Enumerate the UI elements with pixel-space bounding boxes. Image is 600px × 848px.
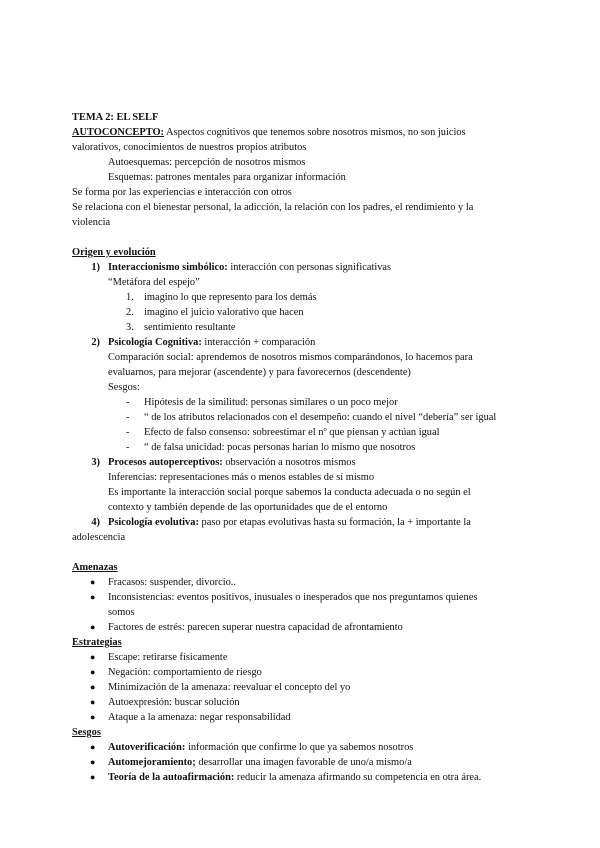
amenaza-item-2-cont: somos	[108, 607, 135, 618]
bullet-icon: ●	[90, 577, 96, 587]
origen-item-3-num: 3)	[91, 457, 100, 468]
dash-marker: -	[126, 412, 130, 423]
autoconcepto-label: AUTOCONCEPTO:	[72, 127, 164, 138]
importante-line: Es importante la interacción social porque sabemos la conducta adecuada o no según el	[108, 487, 471, 498]
estrategias-heading: Estrategias	[72, 637, 122, 648]
step-number: 2.	[126, 307, 134, 318]
amenaza-text: Fracasos: suspender, divorcio..	[108, 577, 236, 588]
sesgo-text: Efecto de falso consenso: sobreestimar el nº que piensan y actúan igual	[144, 427, 440, 438]
origen-item-2-num: 2)	[91, 337, 100, 348]
sesgo-item-3	[72, 425, 528, 440]
step-number: 1.	[126, 292, 134, 303]
sesgo-text: “ de los atributos relacionados con el desempeño: cuando el nivel “debería” ser igual	[144, 412, 497, 423]
origen-item-4-text: paso por etapas evolutivas hasta su formación, la + importante la	[198, 517, 471, 528]
origen-heading: Origen y evolución	[72, 247, 156, 258]
bullet-icon: ●	[90, 697, 96, 707]
forma-line: Se forma por las experiencias e interacción con otros	[72, 187, 292, 198]
autoconcepto-text-cont: valorativos, conocimientos de nuestros propios atributos	[72, 142, 307, 153]
amenazas-heading: Amenazas	[72, 562, 118, 573]
metafora-line: “Metáfora del espejo”	[108, 277, 200, 288]
origen-item-4-cont: adolescencia	[72, 532, 126, 543]
estrategia-text: Autoexpresión: buscar solución	[108, 697, 240, 708]
comparacion-line-cont: evaluarnos, para mejorar (ascendente) y para favorecernos (descendente)	[108, 367, 411, 378]
step-number: 3.	[126, 322, 134, 333]
amenaza-text: Inconsistencias: eventos positivos, inusuales o inesperados que nos preguntamos quienes	[108, 592, 478, 603]
estrategia-text: Ataque a la amenaza: negar responsabilidad	[108, 712, 291, 723]
sesgos-item-label: Autoverificación:	[108, 742, 186, 753]
origen-item-1	[72, 260, 528, 275]
sesgos-item-3	[72, 770, 528, 785]
origen-item-2-label: Psicología Cognitiva:	[108, 337, 202, 348]
origen-item-4-num: 4)	[91, 517, 100, 528]
espejo-step-2	[72, 305, 528, 320]
bullet-icon: ●	[90, 757, 96, 767]
importante-line-cont: contexto y también depende de las oportunidades que de el entorno	[108, 502, 388, 513]
dash-marker: -	[126, 442, 130, 453]
amenaza-item-1	[72, 575, 528, 590]
inferencias-line: Inferencias: representaciones más o menos estables de sí mismo	[108, 472, 375, 483]
comparacion-line: Comparación social: aprendemos de nosotros mismos comparándonos, lo hacemos para	[108, 352, 473, 363]
origen-item-3-text: observación a nosotros mismos	[222, 457, 356, 468]
origen-item-4	[72, 515, 528, 530]
step-text: sentimiento resultante	[144, 322, 236, 333]
origen-item-4-label: Psicología evolutiva:	[108, 517, 199, 528]
relaciona-line-cont: violencia	[72, 217, 111, 228]
origen-item-1-num: 1)	[91, 262, 100, 273]
autoconcepto-text: Aspectos cognitivos que tenemos sobre nosotros mismos, no son juicios	[164, 127, 466, 138]
sesgos-item-text: reducir la amenaza afirmando su competencia en otra área.	[234, 772, 482, 783]
step-text: imagino lo que represento para los demás	[144, 292, 317, 303]
sesgo-text: Hipótesis de la similitud: personas similares o un poco mejor	[144, 397, 398, 408]
origen-item-3	[72, 455, 528, 470]
sesgos-item-1	[72, 740, 528, 755]
sesgo-item-1	[72, 395, 528, 410]
sesgos-item-text: desarrollar una imagen favorable de uno/a mismo/a	[195, 757, 412, 768]
sesgos-sublabel: Sesgos:	[108, 382, 140, 393]
estrategia-item-4	[72, 695, 528, 710]
amenaza-item-3	[72, 620, 528, 635]
sesgos-item-text: información que confirme lo que ya sabemos nosotros	[185, 742, 414, 753]
page-title: TEMA 2: EL SELF	[72, 112, 159, 123]
estrategia-text: Negación: comportamiento de riesgo	[108, 667, 262, 678]
estrategia-text: Escape: retirarse físicamente	[108, 652, 228, 663]
origen-item-1-text: interacción con personas significativas	[227, 262, 392, 273]
amenaza-item-2	[72, 590, 528, 605]
sesgo-item-2	[72, 410, 528, 425]
origen-item-3-label: Procesos autoperceptivos:	[108, 457, 223, 468]
origen-item-1-label: Interaccionismo simbólico:	[108, 262, 228, 273]
step-text: imagino el juicio valorativo que hacen	[144, 307, 304, 318]
estrategia-item-2	[72, 665, 528, 680]
sesgos-item-2	[72, 755, 528, 770]
bullet-icon: ●	[90, 712, 96, 722]
bullet-icon: ●	[90, 652, 96, 662]
amenaza-text: Factores de estrés: parecen superar nuestra capacidad de afrontamiento	[108, 622, 403, 633]
document-body	[72, 110, 528, 785]
sesgos-item-label: Automejoramiento;	[108, 757, 196, 768]
origen-item-2-text: interacción + comparación	[201, 337, 316, 348]
estrategia-item-5	[72, 710, 528, 725]
bullet-icon: ●	[90, 592, 96, 602]
espejo-step-1	[72, 290, 528, 305]
estrategia-item-1	[72, 650, 528, 665]
bullet-icon: ●	[90, 742, 96, 752]
espejo-step-3	[72, 320, 528, 335]
autoesquemas-line: Autoesquemas: percepción de nosotros mismos	[108, 157, 306, 168]
sesgos-item-label: Teoría de la autoafirmación:	[108, 772, 235, 783]
bullet-icon: ●	[90, 682, 96, 692]
sesgo-item-4	[72, 440, 528, 455]
relaciona-line: Se relaciona con el bienestar personal, la adicción, la relación con los padres, el rendimiento y la	[72, 202, 474, 213]
bullet-icon: ●	[90, 772, 96, 782]
dash-marker: -	[126, 427, 130, 438]
sesgos-heading: Sesgos	[72, 727, 101, 738]
dash-marker: -	[126, 397, 130, 408]
bullet-icon: ●	[90, 667, 96, 677]
esquemas-line: Esquemas: patrones mentales para organizar información	[108, 172, 346, 183]
sesgo-text: “ de falsa unicidad: pocas personas harían lo mismo que nosotros	[144, 442, 416, 453]
estrategia-text: Minimización de la amenaza: reevaluar el concepto del yo	[108, 682, 351, 693]
origen-item-2	[72, 335, 528, 350]
bullet-icon: ●	[90, 622, 96, 632]
estrategia-item-3	[72, 680, 528, 695]
